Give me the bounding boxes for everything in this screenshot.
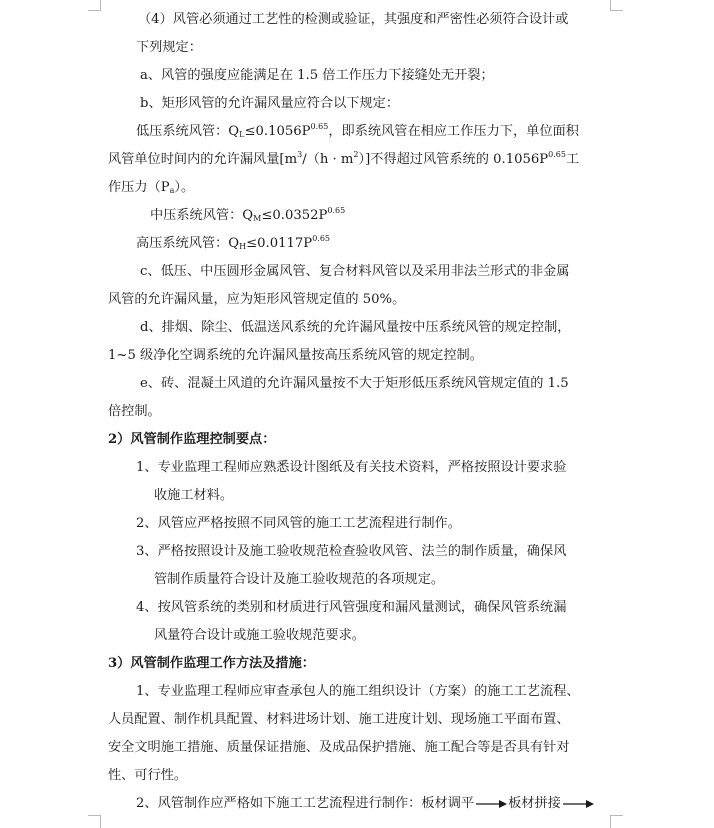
section-heading: 2）风管制作监理控制要点： [108,432,276,447]
text-line: 人员配置、制作机具配置、材料进场计划、施工进度计划、现场施工平面布置、 [108,712,570,727]
formula-line-medium-pressure [150,202,345,230]
crop-mark-bottom-right [610,815,623,828]
text-segment: 低压系统风管：Q [136,124,240,139]
right-arrow-icon [561,790,595,818]
text-line: 1~5 级净化空调系统的允许漏风量按高压系统风管的规定控制。 [108,348,483,363]
text-line [108,146,579,174]
text-line: 2、风管应严格按照不同风管的施工工艺流程进行制作。 [136,516,461,531]
exponent: 2 [353,150,359,159]
text-segment: ）]不得超过风管系统的 0.1056P [358,152,549,167]
text-line: d、排烟、除尘、低温送风系统的允许漏风量按中压系统风管的规定控制， [140,320,571,335]
text-line: 倍控制。 [108,404,161,419]
text-line: 1、专业监理工程师应熟悉设计图纸及有关技术资料，严格按照设计要求验 [136,460,567,475]
formula-line-low-pressure [136,118,579,146]
text-line: 安全文明施工措施、质量保证措施、及成品保护措施、施工配合等是否具有针对 [108,740,570,755]
process-flow-line [136,790,595,818]
text-line [108,174,194,202]
subscript: L [239,130,245,139]
text-line: 风管的允许漏风量，应为矩形风管规定值的 50%。 [108,292,406,307]
section-heading: 3）风管制作监理工作方法及措施： [108,656,315,671]
subscript: M [253,214,262,223]
exponent: 0.65 [310,122,329,131]
formula-line-high-pressure [136,230,330,258]
exponent: 0.65 [312,234,330,243]
crop-mark-bottom-left [88,815,101,828]
text-segment: 板材拼接 [508,796,561,811]
text-line: 管制作质量符合设计及施工验收规范的各项规定。 [154,572,445,587]
text-segment: 工 [565,152,580,167]
text-line: 1、专业监理工程师应审查承包人的施工组织设计（方案）的施工工艺流程、 [136,684,580,699]
text-segment: ≤0.0117P [246,236,313,251]
crop-mark-top-left [88,0,101,11]
text-segment: ）。 [174,180,195,195]
exponent: 3 [297,150,303,159]
text-segment: 2、风管制作应严格如下施工工艺流程进行制作：板材调平 [136,796,475,811]
exponent: 0.65 [548,150,566,159]
text-segment: 中压系统风管：Q [150,208,254,223]
text-segment: ≤0.0352P [261,208,328,223]
right-arrow-icon [474,790,508,818]
crop-mark-top-right [610,0,623,11]
text-segment: 高压系统风管：Q [136,236,240,251]
text-line: 性、可行性。 [108,768,188,783]
text-line: 风量符合设计或施工验收规范要求。 [154,628,365,643]
text-line: 下列规定： [136,40,202,55]
text-segment: /（h · m [302,152,354,167]
text-segment: ，即系统风管在相应工作压力下，单位面积 [328,124,579,139]
text-line: 3、严格按照设计及施工验收规范检查验收风管、法兰的制作质量，确保风 [136,544,567,559]
subscript: a [169,186,175,195]
exponent: 0.65 [327,206,346,215]
text-line: 收施工材料。 [154,488,234,503]
text-line: （4）风管必须通过工艺性的检测或验证，其强度和严密性必须符合设计或 [138,12,569,27]
text-line: 4、按风管系统的类别和材质进行风管强度和漏风量测试，确保风管系统漏 [136,600,567,615]
text-segment: 风管单位时间内的允许漏风量[m [108,152,298,167]
text-line: c、低压、中压圆形金属风管、复合材料风管以及采用非法兰形式的非金属 [140,264,570,279]
text-line: e、砖、混凝土风道的允许漏风量按不大于矩形低压系统风管规定值的 1.5 [140,376,569,391]
subscript: H [239,242,247,251]
text-line: a、风管的强度应能满足在 1.5 倍工作压力下接缝处无开裂； [140,68,494,83]
text-segment: 作压力（P [108,180,170,195]
text-segment: ≤0.1056P [244,124,311,139]
text-line: b、矩形风管的允许漏风量应符合以下规定： [140,96,400,111]
